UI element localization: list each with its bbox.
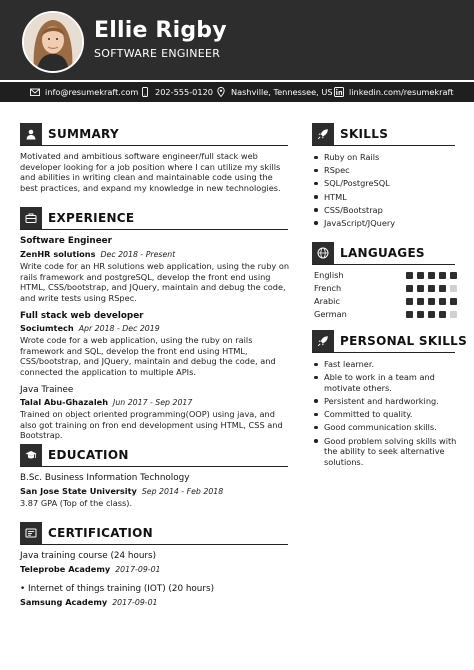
summary-heading [20, 122, 119, 146]
job-dates: Jun 2017 - Sep 2017 [113, 398, 193, 407]
personal-skills-title: PERSONAL SKILLS [340, 334, 468, 348]
rocket-icon [312, 330, 334, 352]
graduation-cap-icon [20, 444, 42, 466]
language-level-dot [439, 272, 446, 279]
certification-issuer-name: Samsung Academy [20, 597, 108, 607]
contact-linkedin[interactable] [334, 82, 454, 102]
personal-skill-item: Persistent and hardworking. [312, 396, 460, 407]
envelope-icon [30, 87, 40, 97]
school-name: San Jose State University [20, 486, 137, 496]
language-level-dots [406, 298, 457, 305]
skills-title: SKILLS [340, 127, 389, 141]
personal-skills-list [312, 359, 460, 470]
job-description: Trained on object oriented programming(OOP) using java, and also got training on fron end development using HTML, CSS and Bootstrap. [20, 409, 283, 441]
education-divider [20, 466, 288, 467]
job-company-name: Sociumtech [20, 323, 74, 333]
certification-issuer [20, 564, 161, 574]
resume-header [0, 0, 474, 80]
phone-icon [140, 87, 150, 97]
language-row [314, 270, 464, 282]
skill-item: SQL/PostgreSQL [312, 178, 462, 189]
language-name: English [314, 270, 344, 280]
contact-linkedin-text: linkedin.com/resumekraft [349, 87, 454, 97]
language-level-dot [417, 285, 424, 292]
degree-title: B.Sc. Business Information Technology [20, 473, 190, 483]
job-company-name: Talal Abu-Ghazaleh [20, 397, 109, 407]
language-level-dot [406, 298, 413, 305]
location-pin-icon [216, 87, 226, 97]
candidate-name: Ellie Rigby [94, 18, 227, 43]
briefcase-icon [20, 207, 42, 229]
certification-date: 2017-09-01 [115, 565, 161, 574]
language-name: German [314, 309, 347, 319]
certification-divider [20, 544, 288, 545]
job-description: Wrote code for a web application, using the ruby on rails framework and SQL, develop the front end using HTML, CSS/bootstrap, and JQuery, maintain and debug the code, and connected the application to multiple APIs. [20, 335, 276, 377]
linkedin-icon [334, 87, 344, 97]
job-company-name: ZenHR solutions [20, 249, 96, 259]
certification-issuer-name: Teleprobe Academy [20, 564, 111, 574]
personal-skill-item: Good problem solving skills with the ability to seek alternative solutions. [312, 436, 460, 468]
skill-item: JavaScript/JQuery [312, 218, 462, 229]
job-dates: Dec 2018 - Present [100, 250, 176, 259]
language-level-dot [406, 272, 413, 279]
languages-heading [312, 241, 425, 265]
education-heading [20, 443, 129, 467]
language-level-dot [428, 298, 435, 305]
language-name: French [314, 283, 342, 293]
language-level-dot [450, 311, 457, 318]
job-company [20, 249, 175, 259]
language-level-dot [417, 311, 424, 318]
job-description: Write code for an HR solutions web application, using the ruby on rails framework and postgreSQL, develop the front end using HTML, CSS/bootstrap, and JQuery, maintain and debug the code, and write tests using RSpec. [20, 261, 290, 303]
skill-item: HTML [312, 192, 462, 203]
language-row [314, 283, 464, 295]
personal-skill-item: Fast learner. [312, 359, 460, 370]
language-level-dot [417, 298, 424, 305]
language-level-dot [450, 298, 457, 305]
contact-location-text: Nashville, Tennessee, US [231, 87, 333, 97]
language-level-dots [406, 311, 457, 318]
job-title: Software Engineer [20, 236, 112, 246]
language-level-dot [428, 285, 435, 292]
school [20, 486, 223, 496]
skills-heading [312, 122, 388, 146]
skill-item: CSS/Bootstrap [312, 205, 462, 216]
user-icon [20, 123, 42, 145]
languages-divider [312, 264, 455, 265]
rocket-icon [312, 123, 334, 145]
globe-icon [312, 242, 334, 264]
certification-issuer [20, 597, 158, 607]
language-level-dot [439, 298, 446, 305]
skills-list [312, 152, 462, 231]
contact-location [216, 82, 333, 102]
language-level-dots [406, 285, 457, 292]
certification-date: 2017-09-01 [112, 598, 158, 607]
job-company [20, 397, 192, 407]
personal-skill-item: Able to work in a team and motivate others. [312, 372, 460, 393]
education-gpa: 3.87 GPA (Top of the class). [20, 498, 133, 508]
experience-divider [20, 229, 288, 230]
summary-text: Motivated and ambitious software engineer/full stack web developer looking for a job position where I can utilize my skills and abilities in writing clean and maintainable code using the best practices, and expand my knowledge in new technologies. [20, 151, 281, 193]
contact-phone-text: 202-555-0120 [155, 87, 214, 97]
language-level-dots [406, 272, 457, 279]
personal-skills-heading [312, 329, 467, 353]
certification-title: CERTIFICATION [48, 526, 153, 540]
job-title: Java Trainee [20, 385, 74, 395]
language-level-dot [406, 285, 413, 292]
language-level-dot [417, 272, 424, 279]
job-dates: Apr 2018 - Dec 2019 [78, 324, 160, 333]
languages-title: LANGUAGES [340, 246, 425, 260]
language-level-dot [428, 311, 435, 318]
experience-title: EXPERIENCE [48, 211, 135, 225]
job-title: Full stack web developer [20, 311, 144, 321]
language-level-dot [428, 272, 435, 279]
certification-heading [20, 521, 153, 545]
language-level-dot [439, 311, 446, 318]
personal-skill-item: Committed to quality. [312, 409, 460, 420]
education-dates: Sep 2014 - Feb 2018 [141, 487, 224, 496]
profile-photo [22, 11, 84, 73]
language-row [314, 296, 464, 308]
language-level-dot [406, 311, 413, 318]
contact-phone[interactable] [140, 82, 213, 102]
certification-name: • Internet of things training (IOT) (20 hours) [20, 584, 215, 594]
contact-email-text: info@resumekraft.com [45, 87, 139, 97]
certification-name: Java training course (24 hours) [20, 551, 157, 561]
language-level-dot [439, 285, 446, 292]
experience-heading [20, 206, 134, 230]
summary-divider [20, 145, 288, 146]
language-level-dot [450, 272, 457, 279]
language-level-dot [450, 285, 457, 292]
contact-bar [0, 82, 474, 102]
language-name: Arabic [314, 296, 340, 306]
summary-title: SUMMARY [48, 127, 119, 141]
education-title: EDUCATION [48, 448, 129, 462]
contact-email[interactable] [30, 82, 138, 102]
skill-item: RSpec [312, 165, 462, 176]
candidate-title: SOFTWARE ENGINEER [94, 47, 221, 60]
personal-skills-divider [312, 352, 455, 353]
skill-item: Ruby on Rails [312, 152, 462, 163]
certificate-icon [20, 522, 42, 544]
skills-divider [312, 145, 455, 146]
personal-skill-item: Good communication skills. [312, 422, 460, 433]
language-row [314, 309, 464, 321]
job-company [20, 323, 160, 333]
